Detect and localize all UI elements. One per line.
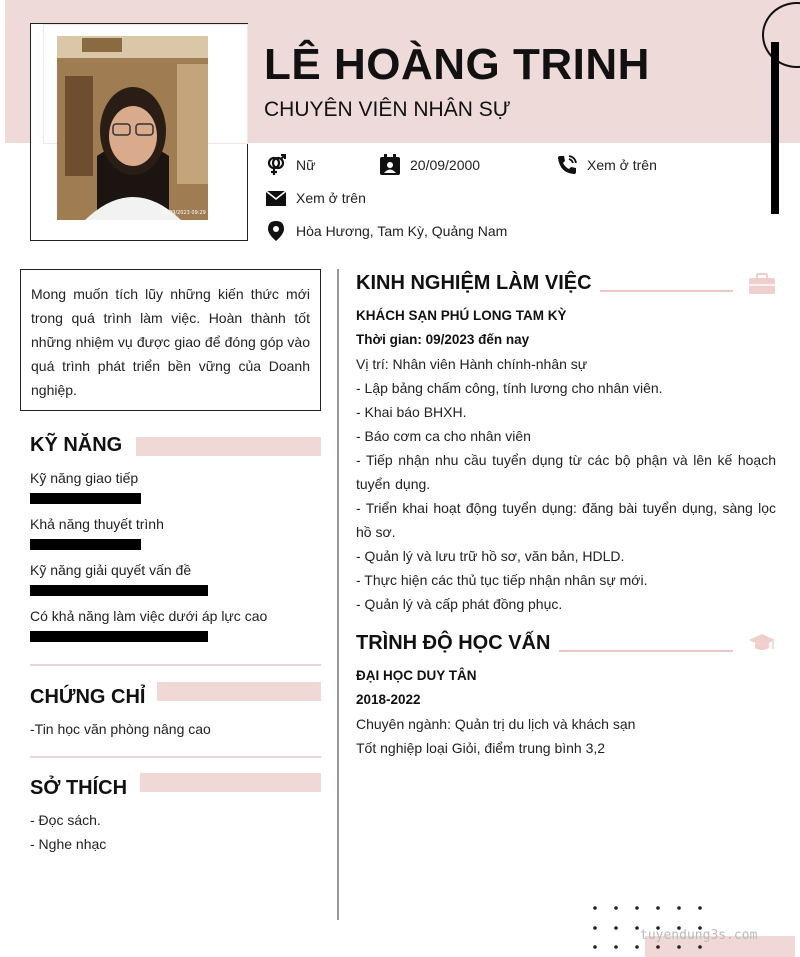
skills-title-bar — [136, 437, 321, 456]
info-gender — [265, 154, 315, 176]
skill-level-bar — [30, 493, 141, 504]
address-value: Hòa Hương, Tam Kỳ, Quảng Nam — [296, 223, 508, 239]
skill-level-bar — [30, 631, 208, 642]
info-birthdate — [379, 154, 480, 176]
experience-period: Thời gian: 09/2023 đến nay — [356, 332, 530, 347]
certificates-title-bar — [157, 682, 321, 701]
duty-item: - Lập bảng chấm công, tính lương cho nhân viên. — [356, 380, 663, 396]
candidate-role: CHUYÊN VIÊN NHÂN SỰ — [264, 98, 511, 121]
phone-icon — [556, 154, 578, 176]
profile-photo — [57, 36, 208, 220]
hobbies-title-bar — [140, 773, 321, 792]
education-school: ĐẠI HỌC DUY TÂN — [356, 668, 477, 683]
career-objective: Mong muốn tích lũy những kiến thức mới trong quá trình làm việc. Hoàn thành tốt những nhiệm vụ được giao để đóng góp vào quá trình phát triển bền vững của Doanh nghiệp. — [20, 269, 321, 411]
skill-label: Khả năng thuyết trình — [30, 516, 164, 532]
column-divider — [337, 269, 339, 920]
watermark-text: tuyendung3s.com — [640, 928, 758, 943]
duty-item: - Khai báo BHXH. — [356, 404, 467, 420]
duty-item: - Thực hiện các thủ tục tiếp nhận nhân sự mới. — [356, 572, 648, 588]
hobby-item: - Đọc sách. — [30, 812, 101, 828]
candidate-name: LÊ HOÀNG TRINH — [264, 40, 650, 89]
photo-caption: 29/09/2023 09:29 — [161, 210, 206, 216]
info-phone — [556, 154, 657, 176]
skill-label: Kỹ năng giải quyết vấn đề — [30, 562, 192, 578]
duty-item: - Quản lý và cấp phát đồng phục. — [356, 596, 563, 612]
certificate-item: -Tin học văn phòng nâng cao — [30, 721, 211, 737]
skill-level-bar — [30, 539, 141, 550]
skill-level-bar — [30, 585, 208, 596]
map-pin-icon — [265, 220, 287, 242]
birthdate-value: 20/09/2000 — [410, 157, 481, 173]
education-years: 2018-2022 — [356, 692, 421, 707]
decorative-bar — [771, 42, 779, 214]
briefcase-icon — [748, 273, 776, 300]
experience-duties — [356, 376, 776, 616]
education-title-line — [559, 650, 733, 652]
experience-title-line — [600, 290, 733, 292]
gender-icon — [265, 154, 287, 176]
info-address — [265, 220, 507, 242]
certificates-title: CHỨNG CHỈ — [30, 686, 146, 708]
graduation-cap-icon — [748, 632, 776, 659]
duty-item: - Tiếp nhận nhu cầu tuyển dụng từ các bộ phận và lên kế hoạch tuyển dụng. — [356, 452, 776, 492]
duty-item: - Quản lý và lưu trữ hồ sơ, văn bản, HDLD. — [356, 548, 625, 564]
education-title: TRÌNH ĐỘ HỌC VẤN — [356, 632, 551, 654]
skill-label: Kỹ năng giao tiếp — [30, 470, 139, 486]
skills-title: KỸ NĂNG — [30, 434, 123, 456]
info-email — [265, 187, 366, 209]
divider-skills — [30, 664, 321, 666]
skill-label: Có khả năng làm việc dưới áp lực cao — [30, 608, 268, 624]
education-grade: Tốt nghiệp loại Giỏi, điểm trung bình 3,2 — [356, 740, 606, 756]
gender-value: Nữ — [296, 157, 316, 173]
experience-title: KINH NGHIỆM LÀM VIỆC — [356, 272, 592, 294]
calendar-id-icon — [379, 154, 401, 176]
decorative-dots — [590, 902, 715, 952]
education-major: Chuyên ngành: Quản trị du lịch và khách sạn — [356, 716, 636, 732]
divider-certificates — [30, 756, 321, 758]
email-value: Xem ở trên — [296, 190, 366, 206]
phone-value: Xem ở trên — [587, 157, 657, 173]
duty-item: - Báo cơm ca cho nhân viên — [356, 428, 531, 444]
hobbies-title: SỞ THÍCH — [30, 777, 128, 799]
experience-company: KHÁCH SẠN PHÚ LONG TAM KỲ — [356, 308, 567, 323]
hobby-item: - Nghe nhạc — [30, 836, 107, 852]
experience-position: Vị trí: Nhân viên Hành chính-nhân sự — [356, 356, 588, 372]
duty-item: - Triển khai hoạt động tuyển dụng: đăng bài tuyển dụng, sàng lọc hồ sơ. — [356, 500, 776, 540]
envelope-icon — [265, 187, 287, 209]
